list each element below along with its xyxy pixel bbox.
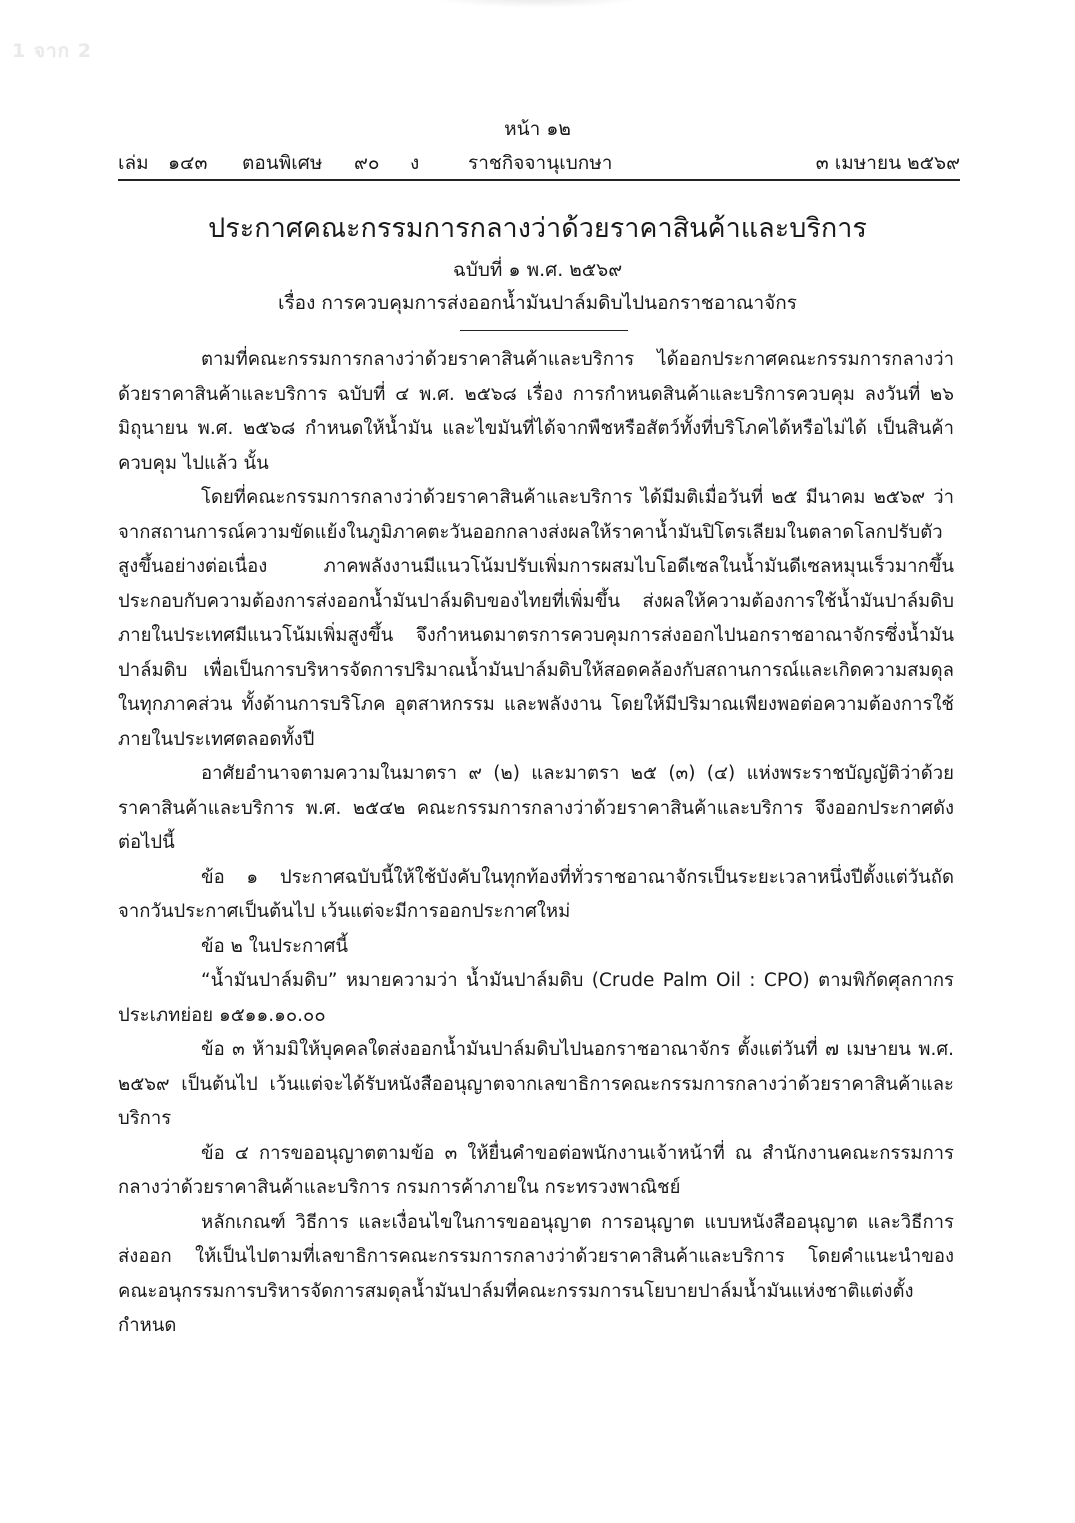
clause-1: ข้อ ๑ ประกาศฉบับนี้ให้ใช้บังคับในทุกท้องที่ทั่วราชอาณาจักรเป็นระยะเวลาหนึ่งปีตั้งแต่วันถัดจากวันประกาศเป็นต้นไป เว้นแต่จะมีการออกประกาศใหม่ [118, 866, 954, 922]
page-number: หน้า ๑๒ [504, 118, 571, 140]
paragraph-authority: อาศัยอำนาจตามความในมาตรา ๙ (๒) และมาตรา ๒๕ (๓) (๔) แห่งพระราชบัญญัติว่าด้วยราคาสินค้าและบริการ พ.ศ. ๒๕๔๒ คณะกรรมการกลางว่าด้วยราคาสินค้าและบริการ จึงออกประกาศดังต่อไปนี้ [118, 763, 954, 853]
issue-number: ๙๐ [354, 152, 380, 174]
clause-4: ข้อ ๔ การขออนุญาตตามข้อ ๓ ให้ยื่นคำขอต่อพนักงานเจ้าหน้าที่ ณ สำนักงานคณะกรรมการกลางว่าด้วยราคาสินค้าและบริการ กรมการค้าภายใน กระทรวงพาณิชย์ [118, 1142, 954, 1198]
document-body [118, 343, 954, 1344]
document-edition: ฉบับที่ ๑ พ.ศ. ๒๕๖๙ [452, 259, 623, 281]
publication-name: ราชกิจจานุเบกษา [468, 152, 613, 174]
document-title: ประกาศคณะกรรมการกลางว่าด้วยราคาสินค้าและบริการ [208, 213, 867, 244]
paragraph-criteria: หลักเกณฑ์ วิธีการ และเงื่อนไขในการขออนุญาต การอนุญาต แบบหนังสืออนุญาต และวิธีการส่งออก ให้เป็นไปตามที่เลขาธิการคณะกรรมการกลางว่าด้วยราคาสินค้าและบริการ โดยคำแนะนำของคณะอนุกรรมการบริหารจัดการสมดุลน้ำมันปาล์มที่คณะกรรมการนโยบายปาล์มน้ำมันแห่งชาติแต่งตั้ง กำหนด [118, 1211, 954, 1336]
gazette-header [118, 148, 960, 178]
title-divider [460, 330, 628, 331]
volume-number: ๑๔๓ [168, 152, 208, 174]
definition-cpo: “น้ำมันปาล์มดิบ” หมายความว่า น้ำมันปาล์มดิบ (Crude Palm Oil : CPO) ตามพิกัดศุลกากรประเภทย่อย ๑๕๑๑.๑๐.๐๐ [118, 970, 954, 1026]
issue-label: ตอนพิเศษ [242, 152, 323, 174]
clause-2: ข้อ ๒ ในประกาศนี้ [201, 935, 348, 957]
clause-3: ข้อ ๓ ห้ามมิให้บุคคลใดส่งออกน้ำมันปาล์มดิบไปนอกราชอาณาจักร ตั้งแต่วันที่ ๗ เมษายน พ.ศ. ๒๕๖๙ เป็นต้นไป เว้นแต่จะได้รับหนังสืออนุญาตจากเลขาธิการคณะกรรมการกลางว่าด้วยราคาสินค้าและบริการ [118, 1039, 954, 1129]
viewer-toolbar-shadow [430, 0, 645, 8]
publication-date: ๓ เมษายน ๒๕๖๙ [815, 152, 960, 174]
paragraph-rationale: โดยที่คณะกรรมการกลางว่าด้วยราคาสินค้าและบริการ ได้มีมติเมื่อวันที่ ๒๕ มีนาคม ๒๕๖๙ ว่าจากสถานการณ์ความขัดแย้งในภูมิภาคตะวันออกกลางส่งผลให้ราคาน้ำมันปิโตรเลียมในตลาดโลกปรับตัวสูงขึ้นอย่างต่อเนื่อง ภาคพลังงานมีแนวโน้มปรับเพิ่มการผสมไบโอดีเซลในน้ำมันดีเซลหมุนเร็วมากขึ้น ประกอบกับความต้องการส่งออกน้ำมันปาล์มดิบของไทยที่เพิ่มขึ้น ส่งผลให้ความต้องการใช้น้ำมันปาล์มดิบภายในประเทศมีแนวโน้มเพิ่มสูงขึ้น จึงกำหนดมาตรการควบคุมการส่งออกไปนอกราชอาณาจักรซึ่งน้ำมันปาล์มดิบ เพื่อเป็นการบริหารจัดการปริมาณน้ำมันปาล์มดิบให้สอดคล้องกับสถานการณ์และเกิดความสมดุลในทุกภาคส่วน ทั้งด้านการบริโภค อุตสาหกรรม และพลังงาน โดยให้มีปริมาณเพียงพอต่อความต้องการใช้ภายในประเทศตลอดทั้งปี [118, 487, 954, 750]
document-subject: เรื่อง การควบคุมการส่งออกน้ำมันปาล์มดิบไปนอกราชอาณาจักร [277, 292, 798, 314]
section-letter: ง [410, 152, 420, 174]
page-indicator: 1 จาก 2 [12, 40, 92, 62]
header-divider [118, 179, 960, 181]
volume-label: เล่ม [118, 152, 149, 174]
paragraph-preamble: ตามที่คณะกรรมการกลางว่าด้วยราคาสินค้าและบริการ ได้ออกประกาศคณะกรรมการกลางว่าด้วยราคาสินค้าและบริการ ฉบับที่ ๔ พ.ศ. ๒๕๖๘ เรื่อง การกำหนดสินค้าและบริการควบคุม ลงวันที่ ๒๖ มิถุนายน พ.ศ. ๒๕๖๘ กำหนดให้น้ำมัน และไขมันที่ได้จากพืชหรือสัตว์ทั้งที่บริโภคได้หรือไม่ได้ เป็นสินค้าควบคุม ไปแล้ว นั้น [118, 349, 954, 474]
